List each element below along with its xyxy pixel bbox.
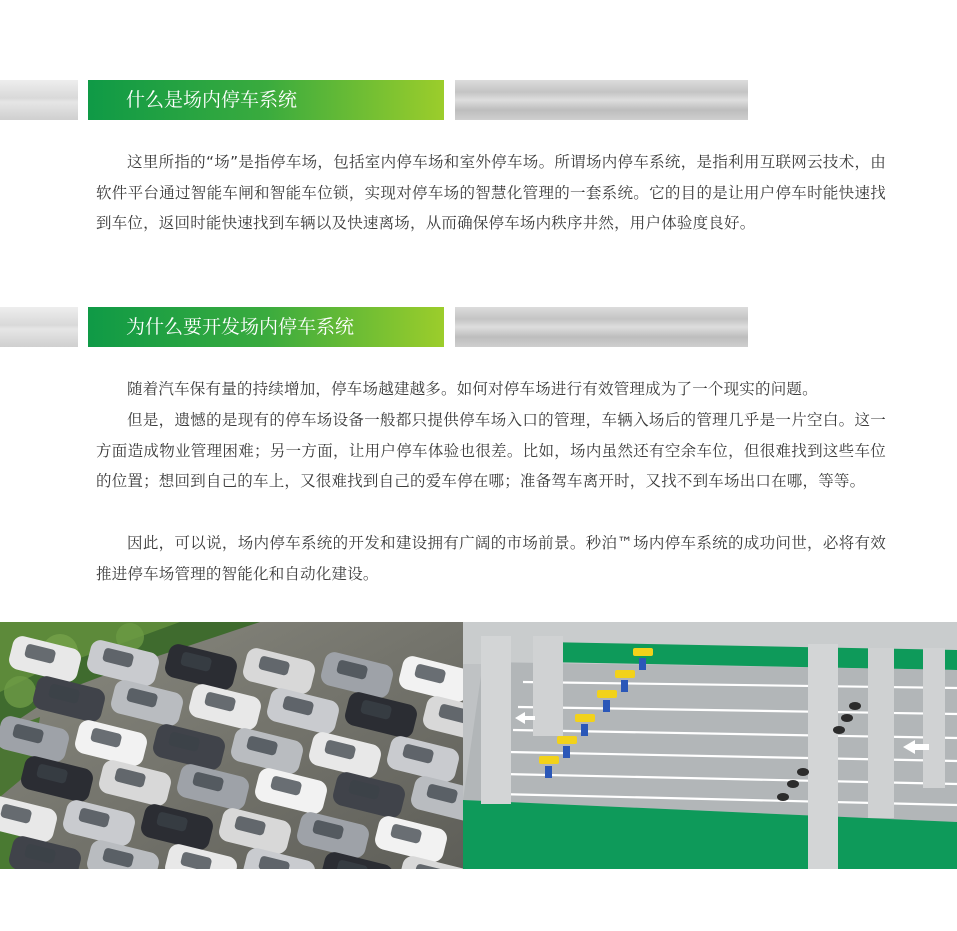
- section-title: 为什么要开发场内停车系统: [126, 316, 355, 338]
- header-decor-left: [0, 307, 78, 347]
- header-decor-right: [455, 307, 748, 347]
- section-2-paragraph-1: 随着汽车保有量的持续增加，停车场越建越多。如何对停车场进行有效管理成为了一个现实的问题。: [127, 380, 818, 398]
- header-title-band: [88, 307, 444, 347]
- header-title-band: [88, 80, 444, 120]
- section-2-paragraph-3: 因此，可以说，场内停车系统的开发和建设拥有广阔的市场前景。秒泊™场内停车系统的成功问世，必将有效推进停车场管理的智能化和自动化建设。: [96, 534, 886, 583]
- section-1-paragraph-1: 这里所指的“场”是指停车场，包括室内停车场和室外停车场。所谓场内停车系统，是指利用互联网云技术，由软件平台通过智能车闸和智能车位锁，实现对停车场的智慧化管理的一套系统。它的目的是让用户停车时能快速找到车位，返回时能快速找到车辆以及快速离场，从而确保停车场内秩序井然，用户体验度良好。: [96, 153, 886, 232]
- header-decor-left: [0, 80, 78, 120]
- header-decor-right: [455, 80, 748, 120]
- section-title: 什么是场内停车系统: [126, 89, 298, 111]
- garage-render-image: [463, 622, 957, 869]
- section-2-paragraph-2: 但是，遗憾的是现有的停车场设备一般都只提供停车场入口的管理，车辆入场后的管理几乎是一片空白。这一方面造成物业管理困难；另一方面，让用户停车体验也很差。比如，场内虽然还有空余车位，但很难找到这些车位的位置；想回到自己的车上，又很难找到自己的爱车停在哪；准备驾车离开时，又找不到车场出口在哪，等等。: [96, 411, 886, 490]
- section-header-1: [0, 80, 957, 120]
- parking-lot-photo: [0, 622, 463, 869]
- section-header-2: [0, 307, 957, 347]
